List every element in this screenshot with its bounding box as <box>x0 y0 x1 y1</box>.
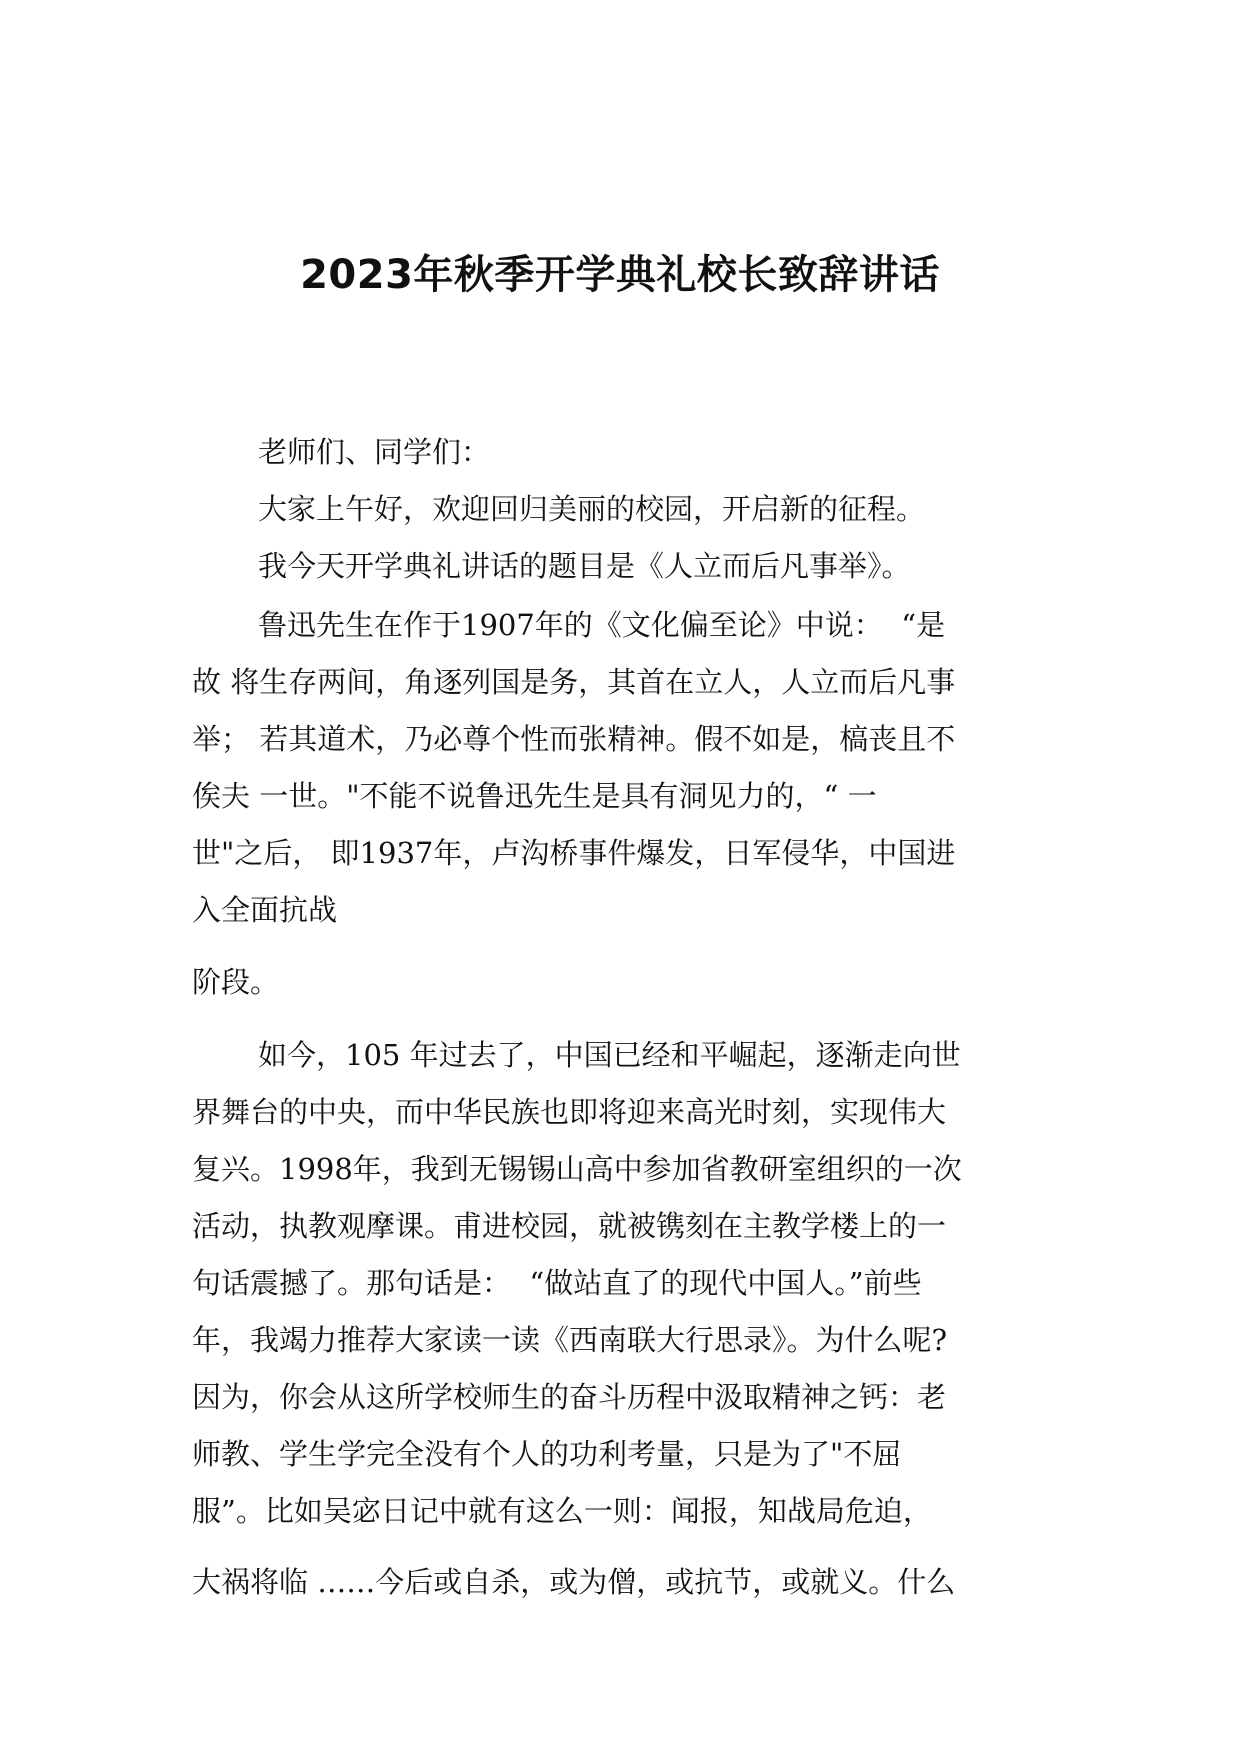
paragraph-line: 如今，105 年过去了，中国已经和平崛起，逐渐走向世 <box>258 1038 961 1072</box>
paragraph-line: 复兴。1998年，我到无锡锡山高中参加省教研室组织的一次 <box>192 1152 962 1186</box>
paragraph-line: 因为，你会从这所学校师生的奋斗历程中汲取精神之钙：老 <box>192 1380 947 1414</box>
topic-line: 我今天开学典礼讲话的题目是《人立而后凡事举》。 <box>258 549 911 583</box>
paragraph-line: 服”。比如吴宓日记中就有这么一则：闻报，知战局危迫， <box>192 1494 932 1528</box>
paragraph-line: 故 将生存两间，角逐列国是务，其首在立人，人立而后凡事 <box>192 665 956 699</box>
paragraph-line: 阶段。 <box>192 965 280 999</box>
paragraph-line: 大祸将临 ……今后或自杀，或为僧，或抗节，或就义。什么 <box>192 1565 956 1599</box>
paragraph-line: 句话震撼了。那句话是： “做站直了的现代中国人。”前些 <box>192 1266 922 1300</box>
paragraph-line: 世"之后， 即1937年，卢沟桥事件爆发，日军侵华，中国进 <box>192 836 956 870</box>
paragraph-line: 举； 若其道术，乃必尊个性而张精神。假不如是，槁丧且不 <box>192 722 956 756</box>
paragraph-line: 鲁迅先生在作于1907年的《文化偏至论》中说： “是 <box>258 608 946 642</box>
document-title: 2023年秋季开学典礼校长致辞讲话 <box>300 252 940 298</box>
paragraph-line: 界舞台的中央，而中华民族也即将迎来高光时刻，实现伟大 <box>192 1095 947 1129</box>
paragraph-line: 活动，执教观摩课。甫进校园，就被镌刻在主教学楼上的一 <box>192 1209 947 1243</box>
paragraph-line: 入全面抗战 <box>192 893 338 927</box>
salutation-line: 老师们、同学们： <box>258 435 491 469</box>
paragraph-line: 俟夫 一世。"不能不说鲁迅先生是具有洞见力的，“ 一 <box>192 779 877 813</box>
paragraph-line: 师教、学生学完全没有个人的功利考量，只是为了"不屈 <box>192 1437 902 1471</box>
paragraph-line: 年，我竭力推荐大家读一读《西南联大行思录》。为什么呢? <box>192 1323 948 1357</box>
greeting-line: 大家上午好，欢迎回归美丽的校园，开启新的征程。 <box>258 492 926 526</box>
